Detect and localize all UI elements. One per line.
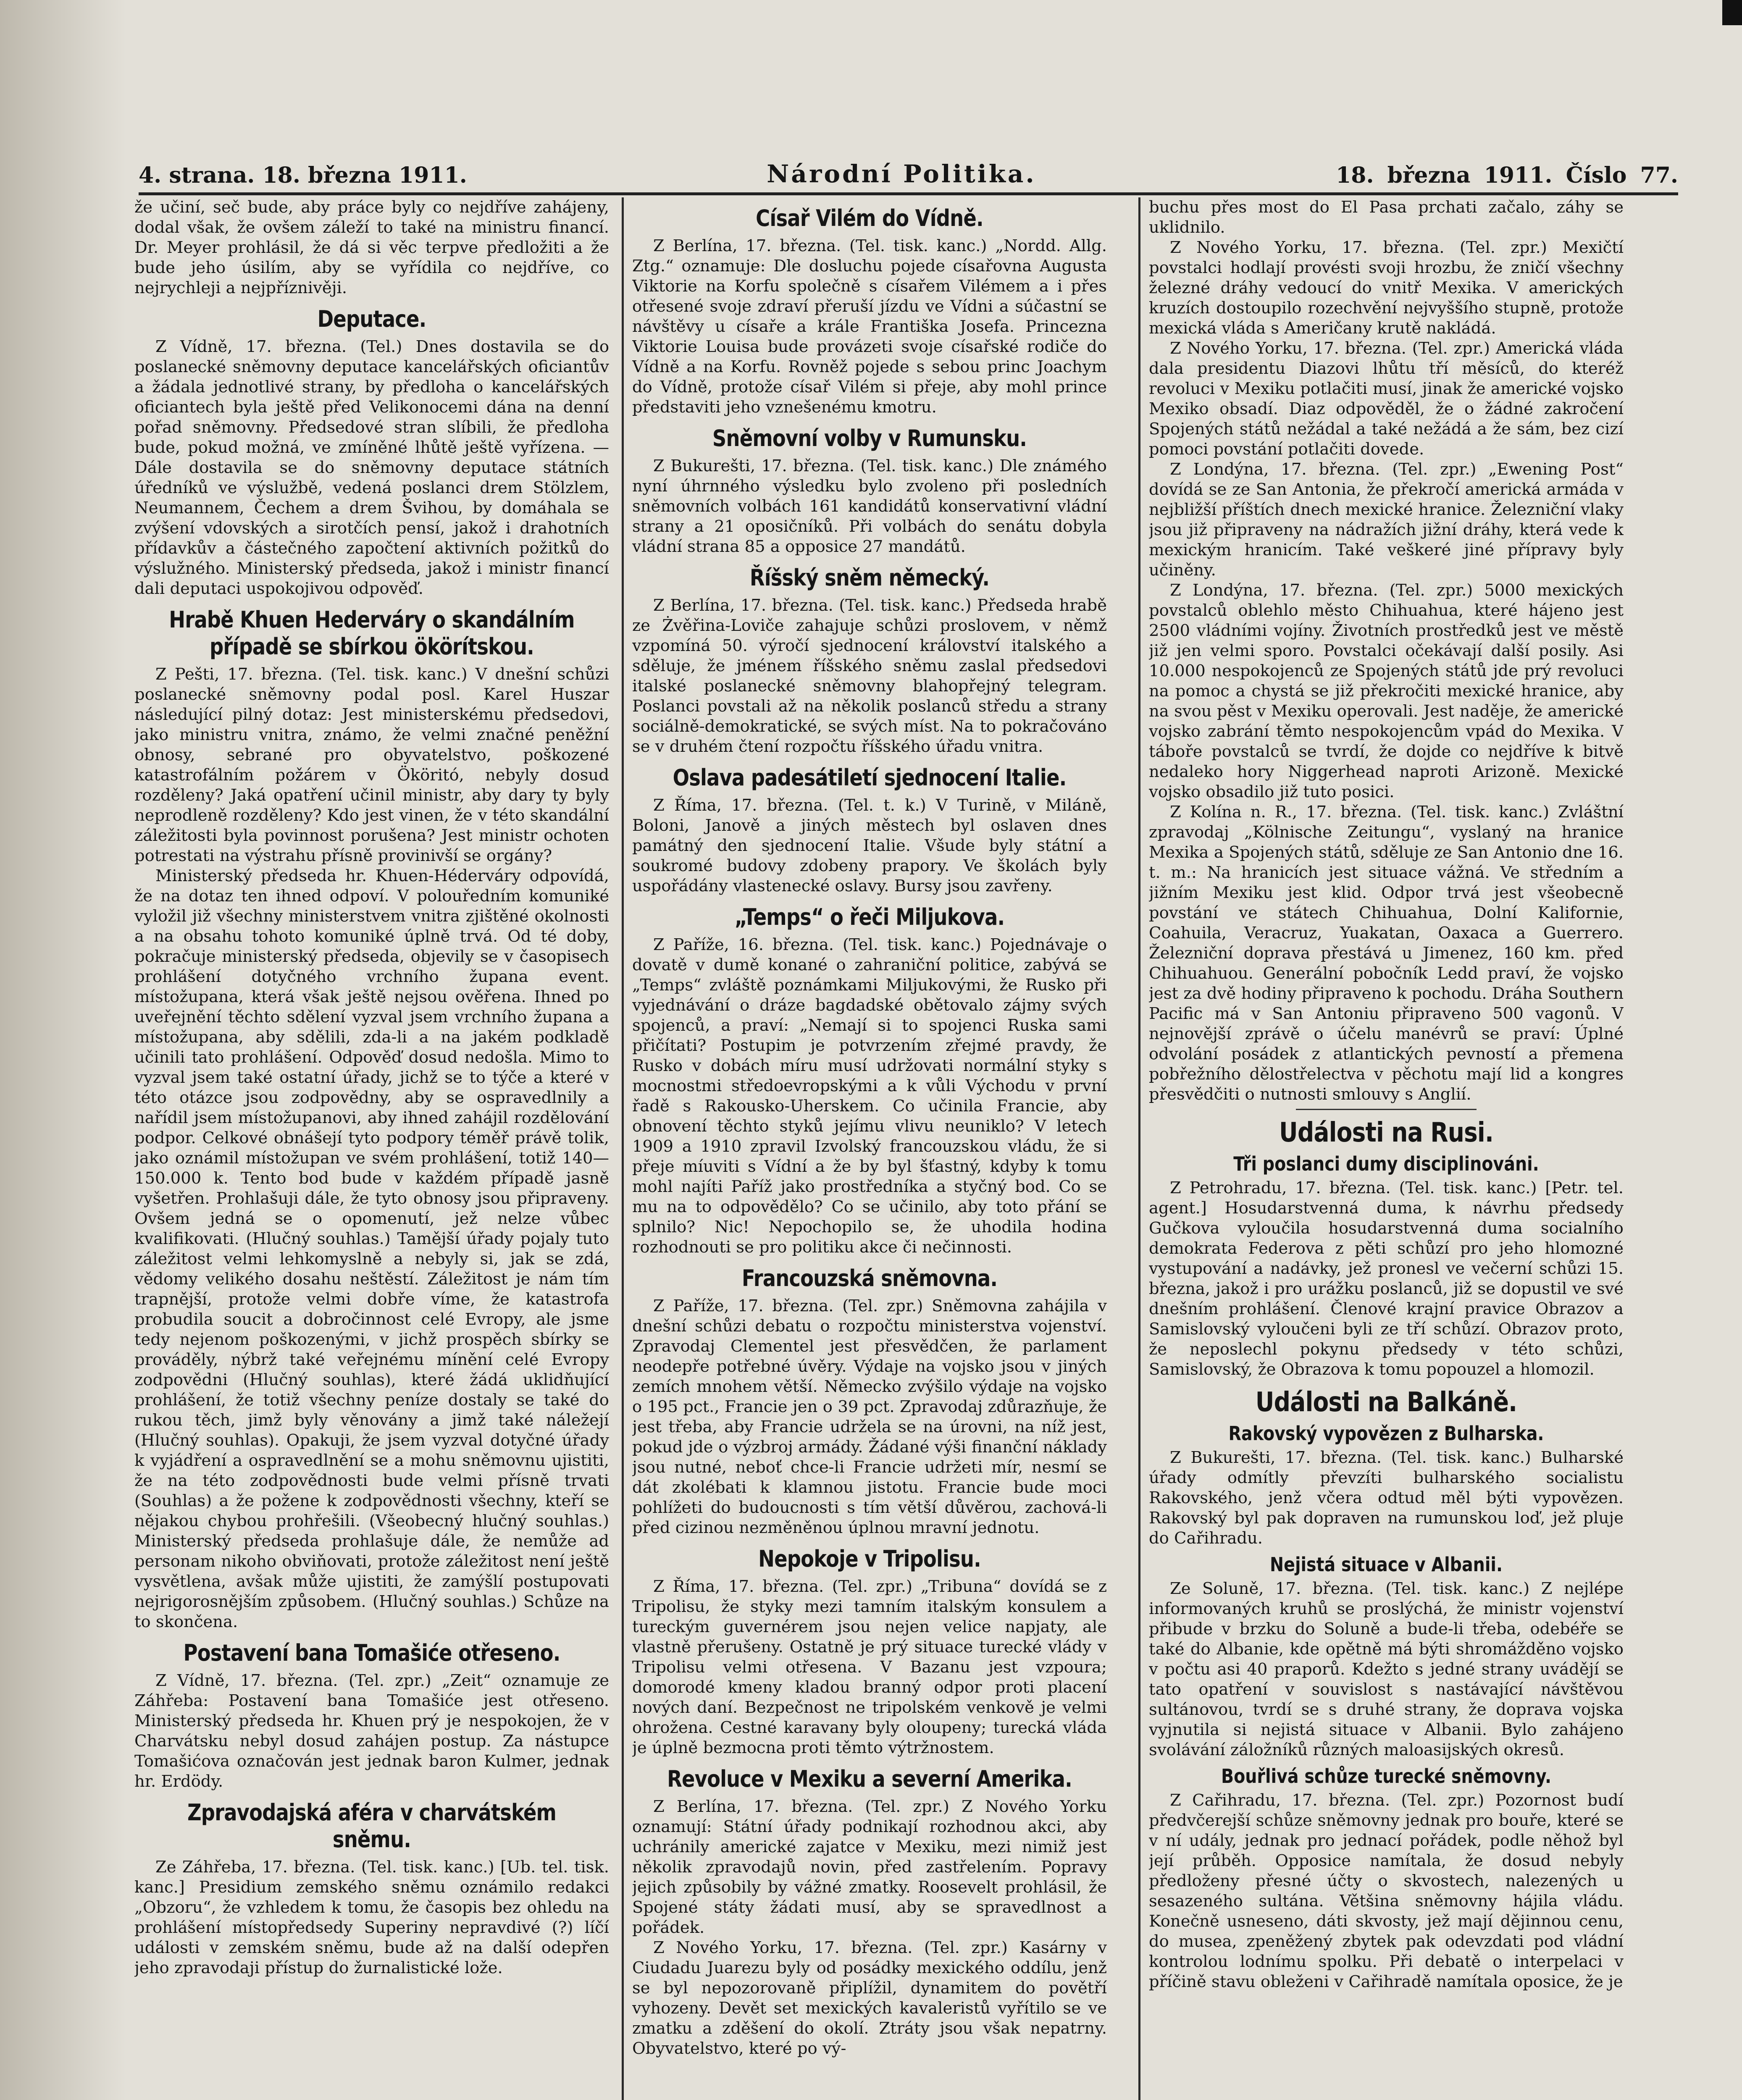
article-heading: Deputace. [317, 306, 426, 332]
page-header [139, 159, 1678, 195]
column-3 [1149, 197, 1624, 2100]
article-text: Z Nového Yorku, 17. března. (Tel. zpr.) Americká vláda dala presidentu Diazovi lhůtu tří měsíců, do kteréž revoluci v Mexiku potlačiti musí, jinak že americké vojsko Mexiko obsadí. Diaz odpověděl, že o žádné zakročení Spojených států nežádal a také nežádá a že sám, bez cizí pomoci povstání potlačiti dovede. [1149, 339, 1624, 459]
article-heading: Oslava padesátiletí sjednocení Italie. [673, 764, 1067, 791]
section-divider [1296, 1109, 1476, 1110]
article-subheading: Tři poslanci dumy disciplinováni. [1233, 1152, 1539, 1175]
article-heading: Císař Vilém do Vídně. [756, 205, 983, 231]
column-rule [1138, 197, 1140, 2100]
article-heading: Hrabě Khuen Hederváry o skandálním případě se sbírkou ökörítskou. [169, 606, 575, 660]
article-text: Ze Soluně, 17. března. (Tel. tisk. kanc.) Z nejlépe informovaných kruhů se proslýchá, že ministr vojenství přibude v brzku do Soluně a bude-li třeba, odebéře se také do Albanie, kde opětně má býti shromážděno vojsko v počtu asi 40 praporů. Kdežto s jedné strany uvádějí se tato opatření v souvislost s nastávající návštěvou sultánovou, tvrdí se s druhé strany, že doprava vojska vyjnutila si nejistá situace v Albanii. Bylo zahájeno svolávání záložníků různých maloasijských okresů. [1149, 1579, 1624, 1759]
article-heading: Postavení bana Tomašiće otřeseno. [183, 1640, 560, 1666]
article-text: Z Berlína, 17. března. (Tel. zpr.) Z Nového Yorku oznamují: Státní úřady podnikají rozhodnou akci, aby uchránily americké zajatce v Mexiku, mezi nimiž jest několik zpravodajů novin, před zastřelením. Popravy jejich způsobily by vážné zmatky. Roosevelt prohlásil, že Spojené státy žádati musí, aby se spravedlnost a pořádek. [632, 1797, 1107, 1937]
article-subheading: Rakovský vypovězen z Bulharska. [1228, 1422, 1544, 1445]
article-heading: Nepokoje v Tripolisu. [758, 1546, 981, 1572]
article-text: Z Říma, 17. března. (Tel. zpr.) „Tribuna“ dovídá se z Tripolisu, že styky mezi tamním italským konsulem a tureckým guvernérem jsou nejen velice napjaty, ale vlastně přerušeny. Ostatně je prý situace turecké vlády v Tripolisu velmi otřesena. V Bazanu jest vzpoura; domorodé kmeny kladou branný odpor proti placení nových daní. Bezpečnost ne tripolském venkově je velmi ohrožena. Cestné karavany byly oloupeny; turecká vláda je úplně bezmocna proti těmto výtržnostem. [632, 1577, 1107, 1757]
newspaper-title: Národní Politika. [767, 160, 1036, 188]
article-text: Z Berlína, 17. března. (Tel. tisk. kanc.) „Nordd. Allg. Ztg.“ oznamuje: Dle dosluchu pojede císařovna Augusta Viktorie na Korfu společně s císařem Vilémem a i přes otřesené svoje zdraví přeruší jízdu ve Vídni a súčastní se návštěvy u císaře a krále Františka Josefa. Princezna Viktorie Louisa bude provázeti svoje císařské rodiče do Vídně a na Korfu. Rovněž pojede s sebou princ Joachym do Vídně, protože císař Vilém si přeje, aby mohl prince představiti jeho vznešenému kmotru. [632, 236, 1107, 417]
article-text: že učiní, seč bude, aby práce byly co nejdříve zahájeny, dodal však, že ovšem záleží to také na ministru financí. Dr. Meyer prohlásil, že dá si věc terpve předložiti a že bude jeho úsilím, aby se vyřídila co nejdříve, co nejrychleji a nejpříznivěji. [134, 198, 609, 297]
article-text: Z Paříže, 17. března. (Tel. zpr.) Sněmovna zahájila v dnešní schůzi debatu o rozpočtu ministerstva vojenství. Zpravodaj Clementel jest přesvědčen, že parlament neodepře potřebné úvěry. Výdaje na vojsko jsou v jiných zemích mnohem větší. Německo zvýšilo výdaje na vojsko o 195 pct., Francie jen o 39 pct. Zpravodaj zdůrazňuje, že jest třeba, aby Francie udržela se na úrovni, na níž jest, pokud jde o výzbroj armády. Žádané výši finanční náklady jsou nutné, neboť chce-li Francie udržeti mír, nesmí se dát zkolébati k klamnou jistotu. Francie bude moci pohlížeti do budoucnosti s tím větší důvěrou, zachová-li před cizinou nezměněnou úplnou mravní jednotu. [632, 1297, 1107, 1537]
article-text: Z Cařihradu, 17. března. (Tel. zpr.) Pozornost budí předvčerejší schůze sněmovny jednak pro bouře, které se v ní udály, jednak pro jednací pořádek, podle něhož byl její průběh. Opposice namítala, že dosud nebyly předloženy přesné účty o skvostech, nalezených u sesazeného sultána. Většina sněmovny hájila vládu. Konečně usneseno, dáti skvosty, jež mají dějinnou cenu, do musea, zpeněžený zbytek pak odevzdati pod vládní kontrolou lodnímu spolku. Při debatě o interpelaci v příčině stavu obleženi v Cařihradě namítala oposice, že je [1149, 1791, 1624, 1991]
article-text: Z Londýna, 17. března. (Tel. zpr.) „Ewening Post“ dovídá se ze San Antonia, že překročí americká armáda v nejbližší příštích dnech mexické hranice. Železniční vlaky jsou již připraveny na nádražích jižní dráhy, která vede k mexickým hranicím. Také veškeré jiné přípravy byly učiněny. [1149, 460, 1624, 580]
page-edge-shading [0, 0, 126, 2100]
article-text: Z Říma, 17. března. (Tel. t. k.) V Turině, v Miláně, Boloni, Janově a jiných městech byl oslaven dnes památný den sjednocení Italie. Všude byly státní a soukromé budovy zdobeny prapory. Ve školách byly uspořádány vlastenecké oslavy. Bursy jsou zavřeny. [632, 796, 1107, 895]
column-1 [134, 197, 609, 2100]
article-heading: Francouzská sněmovna. [741, 1265, 998, 1292]
article-heading: Říšský sněm německý. [749, 564, 990, 591]
section-heading: Události na Balkáně. [1255, 1387, 1517, 1418]
article-heading: Zpravodajská aféra v charvátském sněmu. [187, 1799, 557, 1853]
article-text: Z Petrohradu, 17. března. (Tel. tisk. kanc.) [Petr. tel. agent.] Hosudarstvenná duma, k návrhu předsedy Gučkova vyloučila hosudarstvenná duma socialního demokrata Federova z pěti schůzí pro jeho hlomozné vystupování a nadávky, jež pronesl ve večerní schůzi 15. března, jakož i pro urážku poslanců, již se dopustil ve své dnešním prohlášení. Členové krajní pravice Obrazov a Samislovský vyloučeni byli ze tří schůzí. Obrazov proto, že neposlechl pokynu předsedy v této schůzi, Samislovský, že Obrazova k tomu popouzel a hlomozil. [1149, 1179, 1624, 1379]
column-2 [632, 197, 1107, 2100]
article-heading: Revoluce v Mexiku a severní Amerika. [667, 1766, 1072, 1792]
article-heading: „Temps“ o řeči Miljukova. [734, 904, 1005, 930]
article-text: Z Nového Yorku, 17. března. (Tel. zpr.) Mexičtí povstalci hodlají provésti svoji hrozbu, že zničí všechny železné dráhy vedoucí do vnitř Mexika. V amerických kruzích dostoupilo rozechvění nejvyššího stupně, protože mexická vláda s Američany krutě nakládá. [1149, 238, 1624, 338]
article-subheading: Bouřlivá schůze turecké sněmovny. [1221, 1765, 1552, 1788]
article-text: Z Bukurešti, 17. března. (Tel. tisk. kanc.) Bulharské úřady odmítly převzíti bulharského socialistu Rakovského, jenž včera odtud měl býti vypovězen. Rakovský byl pak dopraven na rumunskou loď, jež pluje do Cařihradu. [1149, 1448, 1624, 1548]
article-text: Z Bukurešti, 17. března. (Tel. tisk. kanc.) Dle známého nyní úhrnného výsledku bylo zvoleno při posledních sněmovních volbách 161 kandidátů konservativní vládní strany a 21 oposičníků. Při volbách do senátu dobyla vládní strana 85 a opposice 27 mandátů. [632, 457, 1107, 556]
article-text: Z Vídně, 17. března. (Tel. zpr.) „Zeit“ oznamuje ze Záhřeba: Postavení bana Tomašiće jest otřeseno. Ministerský předseda hr. Khuen prý je nespokojen, že v Charvátsku nebyl dosud zahájen postup. Za nástupce Tomašićova označován jest jednak baron Kulmer, jednak hr. Erdödy. [134, 1671, 609, 1791]
article-text: Z Nového Yorku, 17. března. (Tel. zpr.) Kasárny v Ciudadu Juarezu byly od posádky mexického oddílu, jenž se byl nepozorovaně připlížil, dynamitem do povětří vyhozeny. Devět set mexických kavaleristů vyřítilo se ve zmatku a zděšení do okolí. Ztráty jsou však nepatrny. Obyvatelstvo, které po vý- [632, 1938, 1107, 2058]
article-text: Z Londýna, 17. března. (Tel. zpr.) 5000 mexických povstalců oblehlo město Chihuahua, které hájeno jest 2500 vládními vojíny. Životních prostředků jest ve městě již jen velmi sporo. Povstalci očekávají další posily. Asi 10.000 nespokojenců ze Spojených států jde prý revoluci na pomoc a chystá se již překročiti mexické hranice, aby na svou pěst v Mexiku operovali. Jest naděje, že americké vojsko zabrání těmto nespokojencům vpád do Mexika. V táboře povstalců se tvrdí, že dojde co nejdříve k bitvě nedaleko hory Niggerhead naproti Arizoně. Mexické vojsko obsadilo již tuto posici. [1149, 581, 1624, 801]
article-text: Z Pešti, 17. března. (Tel. tisk. kanc.) V dnešní schůzi poslanecké sněmovny podal posl. Karel Huszar následující pilný dotaz: Jest ministerskému předsedovi, jako ministru vnitra, známo, že velmi značné peněžní obnosy, sebrané pro obyvatelstvo, poškozené katastrofálním požárem v Ököritó, nebyly dosud rozděleny? Jaká opatření učinil ministr, aby dary ty byly neprodleně rozděleny? Kdo jest vinen, že v této skandální záležitosti byla povinnost porušena? Jest ministr ochoten potrestati na výstrahu přísně provinivší se orgány? [134, 665, 609, 865]
header-left: 4. strana. 18. března 1911. [139, 163, 467, 188]
scan-corner-mark [1722, 0, 1742, 25]
article-text: buchu přes most do El Pasa prchati začalo, záhy se uklidnilo. [1149, 198, 1624, 237]
article-text: Ze Záhřeba, 17. března. (Tel. tisk. kanc.) [Ub. tel. tisk. kanc.] Presidium zemského sněmu oznámilo redakci „Obzoru“, že vzhledem k tomu, že časopis bez ohledu na prohlášení místopředsedy Superiny nepravdivé (?) líčí události v zemském sněmu, bude až na další odepřen jeho zpravodaji přístup do žurnalistické lože. [134, 1858, 609, 1977]
article-heading: Sněmovní volby v Rumunsku. [712, 425, 1027, 452]
article-text: Z Berlína, 17. března. (Tel. tisk. kanc.) Předseda hrabě ze Żvěřina-Loviče zahajuje schůzi proslovem, v němž vzpomíná 50. výročí sjednocení království italského a sděluje, že jménem říšského sněmu zaslal předsedovi italské poslanecké sněmovny blahopřejný telegram. Poslanci povstali až na několik poslanců středu a strany sociálně-demokratické, se svých míst. Na to pokračováno se v druhém čtení rozpočtu říšského úřadu vnitra. [632, 596, 1107, 756]
article-text: Ministerský předseda hr. Khuen-Héderváry odpovídá, že na dotaz ten ihned odpoví. V polouředním komuniké vyložil již všechny ministerstvem vnitra zjištěné okolnosti a na obsahu tohoto komuniké úplně trvá. Od té doby, pokračuje ministerský předseda, objevily se v časopisech prohlášení dotyčného vrchního župana event. místožupana, která však ještě nejsou ověřena. Ihned po uveřejnění těchto sdělení vyzval jsem vrchního župana a místožupana, aby sdělili, zda-li a na jakém podkladě učinili tato prohlášení. Odpověď dosud nedošla. Mimo to vyzval jsem také ostatní úřady, jichž se to týče a které v této otázce jsou zodpovědny, aby se ospravedlnily a nařídil jsem místožupanovi, aby ihned zahájil rozdělování podpor. Celkové obnášejí tyto podpory téměř právě tolik, jako oznámil místožupan ve svém prohlášení, totiž 140—150.000 k. Tento bod bude v každém případě jasně vyšetřen. Prohlašuji dále, že tyto obnosy jsou připraveny. Ovšem jedná se o opomenutí, jež nelze vůbec kvalifikovati. (Hlučný souhlas.) Tamější úřady pojaly tuto záležitost velmi lehkomyslně a nebyly si, jak se zdá, vědomy velikého dosahu neštěstí. Záležitost je nám tím trapnější, protože velmi dobře víme, že katastrofa probudila soucit a dobročinnost celé Evropy, ale jsme tedy nejenom poškozenými, v jichž prospěch sbírky se prováděly, nýbrž také veřejnému mínění celé Evropy zodpovědni (Hlučný souhlas), které žádá uklidňující prohlášení, že totiž všechny peníze dostaly se také do rukou těch, jimž byly věnovány a jimž také náležejí (Hlučný souhlas). Opakuji, že jsem vyzval dotyčné úřady k vyjádření a ospravedlnění se a mohu sněmovnu ujistiti, že na této zodpovědnosti bude velmi přísně trvati (Souhlas) a že požene k zodpovědnosti všechny, kteří se nějakou chybou prohřešili. (Všeobecný hlučný souhlas.) Ministerský předseda prohlašuje dále, že nemůže ad personam nikoho obviňovati, protože záležitost není ještě vysvětlena, avšak může ujistiti, že zamýšlí postupovati nejrigorosnějším způsobem. (Hlučný souhlas.) Schůze na to skončena. [134, 866, 609, 1631]
article-text: Z Paříže, 16. března. (Tel. tisk. kanc.) Pojednávaje o dovatě v dumě konané o zahraniční politice, zabývá se „Temps“ zvláště poznámkami Miljukovými, že Rusko při vyjednávání o dráze bagdadské obětovalo zájmy svých spojenců, a praví: „Nemají si to spojenci Ruska sami přičítati? Postupim je potvrzením zřejmé pravdy, že Rusko v dobách míru musí udržovati normální styky s mocnostmi středoevropskými a k vůli Východu v první řadě s Rakousko-Uherskem. Co učinila Francie, aby obnovení těchto styků jejímu vlivu neuniklo? V letech 1909 a 1910 zpravil Izvolský francouzskou vládu, že si přeje míuviti s Vídní a že by byl šťastný, kdyby k tomu mohl najíti Paříž jako prostředníka a styčný bod. Co se mu na to odpovědělo? Co se učinilo, aby toto přání se splnilo? Nic! Nepochopilo se, že uhodila hodina rozhodnouti se pro politiku akce či nečinnosti. [632, 935, 1107, 1257]
section-heading: Události na Rusi. [1279, 1117, 1493, 1148]
article-subheading: Nejistá situace v Albanii. [1269, 1553, 1503, 1576]
article-text: Z Kolína n. R., 17. března. (Tel. tisk. kanc.) Zvláštní zpravodaj „Kölnische Zeitungu“, vyslaný na hranice Mexika a Spojených států, sděluje ze San Antonio dne 16. t. m.: Na hranicích jest situace vážná. Ve středním a jižním Mexiku jest klid. Odpor trvá jest všeobecně povstání ve státech Chihuahua, Dolní Kalifornie, Coahuila, Veracruz, Yuakatan, Oaxaca a Guerrero. Železniční doprava přestává u Jimenez, 160 km. před Chihuahuou. Generální pobočník Ledd praví, že vojsko jest za dvě hodiny připraveno k pochodu. Dráha Southern Pacific má v San Antoniu připraveno 500 vagonů. V nejnovější zprávě o účelu manévrů se praví: Úplné odvolání posádek z atlantických pevností a přemena pobřežního dělostřelectva v pěchotu mají lid a kongres přesvědčiti o nutnosti smlouvy s Anglií. [1149, 803, 1624, 1104]
article-text: Z Vídně, 17. března. (Tel.) Dnes dostavila se do poslanecké sněmovny deputace kancelářských oficiantův a žádala jednotlivé strany, by předloha o kancelářských oficiantech byla ještě před Velikonocemi dána na denní pořad sněmovny. Předsedové stran slíbili, že předloha bude, pokud možná, ve zmíněné lhůtě ještě vyřízena. — Dále dostavila se do sněmovny deputace státních úředníků ve výslužbě, vedená poslanci drem Stölzlem, Neumannem, Čechem a drem Švihou, by domáhala se zvýšení vdovských a sirotčích pensí, jakož i drahotních přídavkův a částečného započtení aktivních požitků do výslužného. Ministerský předseda, jakož i ministr financí dali deputaci uspokojivou odpověď. [134, 337, 609, 598]
header-right: 18. března 1911. Číslo 77. [1336, 163, 1678, 188]
column-rule [622, 197, 624, 2100]
